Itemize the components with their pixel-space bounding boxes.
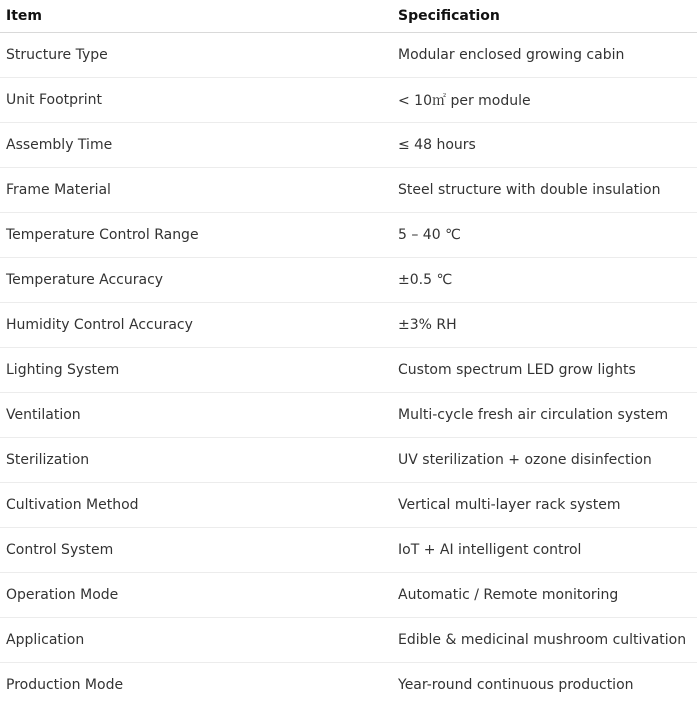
spec-cell: Year-round continuous production	[398, 677, 634, 693]
item-cell: Temperature Accuracy	[0, 258, 392, 303]
item-cell: Temperature Control Range	[0, 213, 392, 258]
table-row	[0, 483, 697, 528]
table-row	[0, 123, 697, 168]
spec-cell: Edible & medicinal mushroom cultivation	[392, 618, 697, 663]
spec-cell: Custom spectrum LED grow lights	[392, 348, 697, 393]
item-cell: Frame Material	[0, 168, 392, 213]
table-row	[0, 663, 697, 708]
table-row	[0, 348, 697, 393]
item-cell: Humidity Control Accuracy	[0, 303, 392, 348]
spec-cell: < 10㎡ per module	[392, 78, 697, 123]
table-row	[0, 393, 697, 438]
spec-cell: ≤ 48 hours	[392, 123, 697, 168]
item-cell: Sterilization	[0, 438, 392, 483]
spec-cell: ±0.5 ℃	[392, 258, 697, 303]
spec-cell: ±3% RH	[392, 303, 697, 348]
item-cell: Ventilation	[0, 393, 392, 438]
spec-cell: 5 – 40 ℃	[392, 213, 697, 258]
item-cell: Structure Type	[0, 33, 392, 78]
spec-cell: Modular enclosed growing cabin	[392, 33, 697, 78]
spec-cell: Steel structure with double insulation	[392, 168, 697, 213]
table-row	[0, 528, 697, 573]
table-row	[0, 303, 697, 348]
item-cell: Application	[0, 618, 392, 663]
spec-cell: Automatic / Remote monitoring	[392, 573, 697, 618]
table-row	[0, 258, 697, 303]
spec-cell: Vertical multi-layer rack system	[392, 483, 697, 528]
table-row	[0, 618, 697, 663]
table-row	[0, 213, 697, 258]
table-row	[0, 33, 697, 78]
spec-cell: UV sterilization + ozone disinfection	[392, 438, 697, 483]
column-header-item: Item	[0, 0, 392, 33]
table-row	[0, 168, 697, 213]
item-cell: Cultivation Method	[0, 483, 392, 528]
table-row	[0, 573, 697, 618]
table-row	[0, 78, 697, 123]
item-cell: Operation Mode	[0, 573, 392, 618]
item-cell: Control System	[0, 528, 392, 573]
item-cell: Production Mode	[6, 677, 124, 693]
item-cell: Unit Footprint	[0, 78, 392, 123]
spec-cell: Multi-cycle fresh air circulation system	[392, 393, 697, 438]
item-cell: Assembly Time	[0, 123, 392, 168]
table-header-row	[0, 0, 697, 33]
column-header-specification: Specification	[392, 0, 697, 33]
spec-cell: IoT + AI intelligent control	[392, 528, 697, 573]
table-row	[0, 438, 697, 483]
item-cell: Lighting System	[0, 348, 392, 393]
